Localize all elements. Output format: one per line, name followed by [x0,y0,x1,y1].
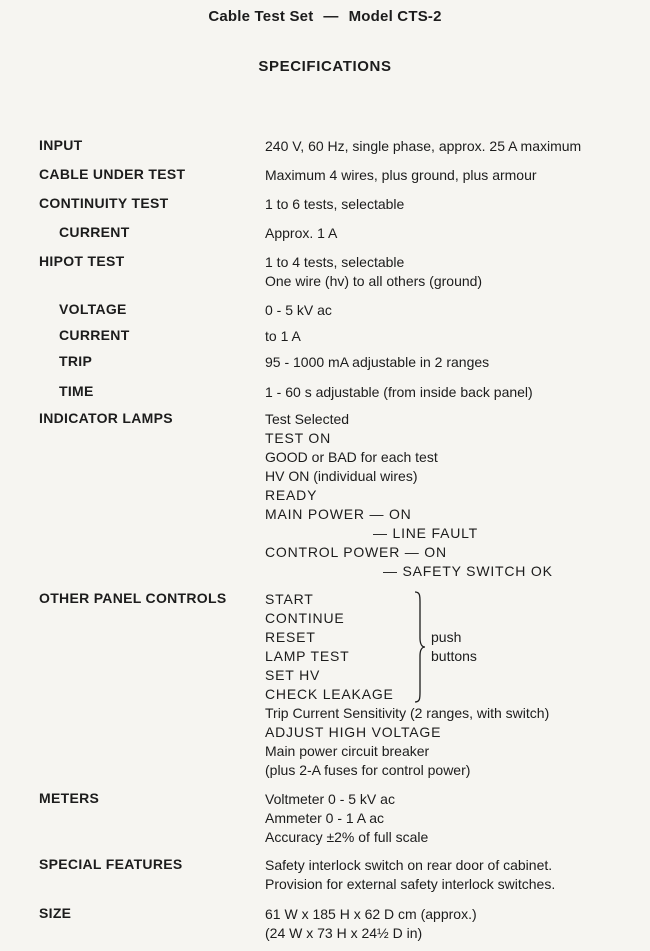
size-item: 61 W x 185 H x 62 D cm (approx.) [265,906,477,922]
spec-line: One wire (hv) to all others (ground) [265,273,483,289]
spec-value: Maximum 4 wires, plus ground, plus armour [265,167,537,183]
control-button-name: LAMP TEST [265,648,350,664]
push-note-line: buttons [431,648,477,664]
spec-line: 1 to 4 tests, selectable [265,254,405,270]
specifications-heading: SPECIFICATIONS [258,58,392,75]
lamp-item: MAIN POWER — ON [265,506,412,522]
spec-label: CONTINUITY TEST [39,195,169,211]
meter-item: Accuracy ±2% of full scale [265,829,429,845]
spec-value: 240 V, 60 Hz, single phase, approx. 25 A maximum [265,138,582,154]
feature-item: Provision for external safety interlock switches. [265,876,556,892]
control-button-name: CONTINUE [265,610,345,626]
lamp-item: — SAFETY SWITCH OK [383,563,553,579]
spec-label: SPECIAL FEATURES [39,856,183,872]
feature-item: Safety interlock switch on rear door of cabinet. [265,857,553,873]
control-button-name: SET HV [265,667,321,683]
meter-item: Ammeter 0 - 1 A ac [265,810,385,826]
spec-value: 1 to 6 tests, selectable [265,196,405,212]
spec-label: OTHER PANEL CONTROLS [39,590,227,606]
right-brace [413,590,427,704]
push-note-line: push [431,629,462,645]
spec-value [265,253,640,291]
spec-value: 0 - 5 kV ac [265,302,332,318]
control-item: (plus 2-A fuses for control power) [265,762,471,778]
title-prefix: Cable Test Set [208,8,314,25]
spec-label: INPUT [39,137,83,153]
lamp-item: CONTROL POWER — ON [265,544,447,560]
document-title [0,8,650,25]
control-button-name: CHECK LEAKAGE [265,686,394,702]
spec-label: METERS [39,790,100,806]
spec-label: HIPOT TEST [39,253,125,269]
control-button-name: START [265,591,314,607]
lamp-item: TEST ON [265,430,332,446]
spec-sublabel: VOLTAGE [59,301,127,317]
lamp-item: — LINE FAULT [373,525,479,541]
spec-sublabel: CURRENT [59,224,130,240]
spec-value: 1 - 60 s adjustable (from inside back panel) [265,384,533,400]
control-item: Main power circuit breaker [265,743,430,759]
meter-item: Voltmeter 0 - 5 kV ac [265,791,395,807]
lamp-item: HV ON (individual wires) [265,468,418,484]
size-item: (24 W x 73 H x 24½ D in) [265,925,423,941]
title-model: Model CTS-2 [348,8,442,25]
spec-value: 95 - 1000 mA adjustable in 2 ranges [265,354,490,370]
spec-value [265,410,640,581]
spec-value [265,790,640,847]
spec-value: to 1 A [265,328,301,344]
lamp-item: Test Selected [265,411,350,427]
spec-value [265,590,640,780]
control-button-name: RESET [265,629,316,645]
push-button-group [265,590,640,704]
lamp-item: READY [265,487,318,503]
spec-value [265,905,640,943]
title-dash: — [323,8,339,25]
control-item: Trip Current Sensitivity (2 ranges, with switch) [265,705,550,721]
spec-value [265,856,640,894]
spec-sublabel: CURRENT [59,327,130,343]
spec-label: INDICATOR LAMPS [39,410,173,426]
spec-label: CABLE UNDER TEST [39,166,186,182]
spec-label: SIZE [39,905,72,921]
control-item: ADJUST HIGH VOLTAGE [265,724,442,740]
spec-sublabel: TIME [59,383,94,399]
spec-value: Approx. 1 A [265,225,338,241]
push-buttons-note [431,628,477,666]
lamp-item: GOOD or BAD for each test [265,449,438,465]
spec-sublabel: TRIP [59,353,93,369]
